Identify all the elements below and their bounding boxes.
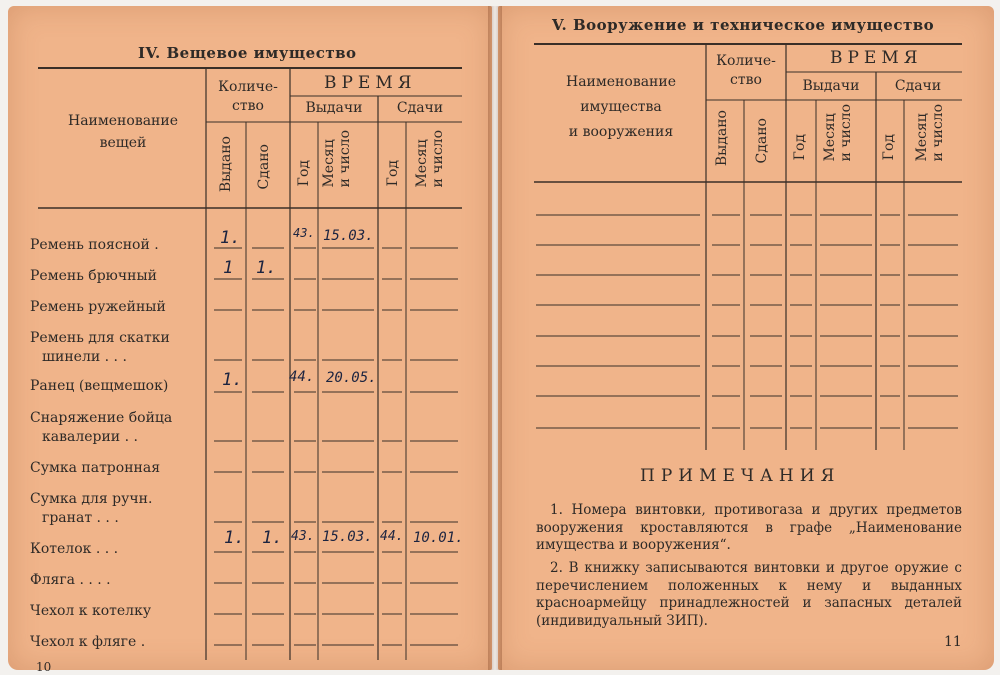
hw-issued: 1. xyxy=(222,370,243,390)
right-header-issue-year: Год xyxy=(792,134,808,161)
right-section-title: V. Вооружение и техническое имущество xyxy=(552,16,935,34)
left-header-name xyxy=(40,110,206,155)
hw-returned: 1. xyxy=(262,528,283,548)
right-header-return-day: и число xyxy=(930,104,947,162)
item-name: Ремень ружейный xyxy=(30,299,166,315)
item-name: Сумка для ручн. xyxy=(30,491,153,507)
right-header-return-month: Месяц xyxy=(914,113,930,162)
hw-issue-date: 15.03. xyxy=(322,529,373,545)
right-header-issue: Выдачи xyxy=(802,78,860,94)
hw-returned: 1. xyxy=(256,258,277,278)
note-1: 1. Номера винтовки, противогаза и других предметов вооружения кроставляются в графе „Наименование имущества и вооружения“. xyxy=(536,502,962,554)
right-header-return-year: Год xyxy=(881,134,897,161)
right-header-name-line3: и вооружения xyxy=(568,124,674,141)
right-header-quantity-line2: ство xyxy=(730,71,762,88)
note-2: 2. В книжку записываются винтовки и другое оружие с перечислением положенных к нему и выданных красноармейцу принадлежностей и запасных деталей (индивидуальный ЗИП). xyxy=(536,560,962,629)
hw-issued: 1 xyxy=(223,258,234,278)
list-item xyxy=(30,409,172,447)
left-header-quantity xyxy=(206,78,290,116)
left-section-title: IV. Вещевое имущество xyxy=(138,44,357,62)
left-header-return-month: Месяц xyxy=(414,139,430,188)
left-header-issue: Выдачи xyxy=(305,100,363,116)
item-name: Ремень брючный xyxy=(30,268,157,284)
item-name: Ранец (вещмешок) xyxy=(30,378,169,394)
right-header-time: ВРЕМЯ xyxy=(830,48,923,68)
right-page-number: 11 xyxy=(944,634,962,650)
item-name-cont: шинели . . . xyxy=(42,348,127,365)
hw-return-year: 44. xyxy=(380,529,404,544)
hw-issued: 1. xyxy=(224,528,245,548)
right-header-name xyxy=(536,70,706,146)
left-header-return-year: Год xyxy=(385,160,401,187)
right-header-name-line1: Наименование xyxy=(566,74,676,90)
list-item xyxy=(30,377,168,396)
list-item xyxy=(30,236,159,255)
list-item xyxy=(30,540,118,559)
right-header-issued: Выдано xyxy=(714,110,730,167)
list-item xyxy=(30,298,166,317)
list-item xyxy=(30,602,151,621)
left-header-issue-monthday xyxy=(321,130,353,188)
right-header-name-line2: имущества xyxy=(580,99,662,116)
left-header-issue-month: Месяц xyxy=(321,139,337,188)
item-name: Ремень для скатки xyxy=(30,330,170,346)
item-name: Фляга . . . . xyxy=(30,572,111,588)
item-name-cont: гранат . . . xyxy=(42,509,119,526)
hw-issue-date: 20.05. xyxy=(326,370,377,386)
right-header-quantity xyxy=(706,52,786,90)
item-name: Ремень поясной . xyxy=(30,237,159,253)
list-item xyxy=(30,459,160,478)
left-header-quantity-line1: Количе- xyxy=(218,79,278,95)
left-header-return: Сдачи xyxy=(396,100,444,116)
left-header-name-line2: вещей xyxy=(99,135,147,152)
left-header-issue-day: и число xyxy=(337,130,354,188)
left-header-issue-year: Год xyxy=(296,160,312,187)
hw-issue-year: 44. xyxy=(289,369,315,385)
item-name: Сумка патронная xyxy=(30,460,161,476)
list-item xyxy=(30,633,145,652)
left-header-quantity-line2: ство xyxy=(232,97,264,114)
left-header-returned: Сдано xyxy=(256,144,272,190)
right-header-return-monthday xyxy=(914,104,946,162)
item-name: Чехол к котелку xyxy=(30,603,152,619)
hw-issued: 1. xyxy=(220,228,241,248)
list-item xyxy=(30,329,170,367)
right-header-issue-monthday xyxy=(822,104,854,162)
list-item xyxy=(30,571,111,590)
list-item xyxy=(30,267,157,286)
left-header-issued: Выдано xyxy=(218,136,234,193)
right-header-issue-day: и число xyxy=(838,104,855,162)
right-header-quantity-line1: Количе- xyxy=(716,53,776,69)
left-header-return-monthday xyxy=(414,130,446,188)
item-name: Котелок . . . xyxy=(30,541,119,557)
item-name: Снаряжение бойца xyxy=(30,410,173,426)
left-header-name-line1: Наименование xyxy=(68,113,178,129)
list-item xyxy=(30,490,152,528)
hw-issue-year: 43. xyxy=(291,529,315,544)
item-name: Чехол к фляге . xyxy=(30,634,146,650)
right-header-issue-month: Месяц xyxy=(822,113,838,162)
left-page-number: 10 xyxy=(36,660,52,674)
right-header-returned: Сдано xyxy=(754,118,770,164)
item-name-cont: кавалерии . . xyxy=(42,428,138,445)
right-header-return: Сдачи xyxy=(894,78,942,94)
hw-issue-year: 43. xyxy=(293,226,315,240)
hw-issue-date: 15.03. xyxy=(323,228,374,244)
notes-title: ПРИМЕЧАНИЯ xyxy=(640,466,841,486)
left-header-return-day: и число xyxy=(430,130,447,188)
hw-return-date: 10.01. xyxy=(413,530,464,546)
left-header-time: ВРЕМЯ xyxy=(324,73,417,93)
